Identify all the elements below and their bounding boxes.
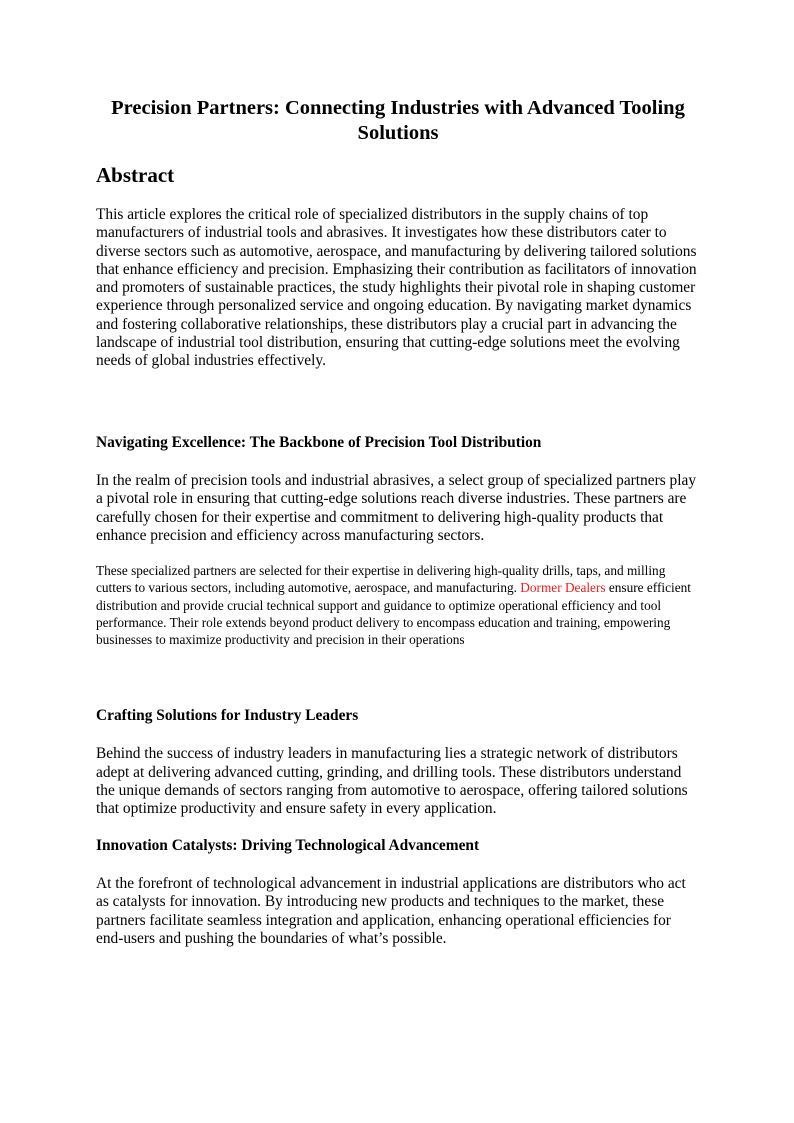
abstract-heading: Abstract	[96, 163, 175, 187]
section1-paragraph: In the realm of precision tools and industrial abrasives, a select group of specialized partners play a pivotal role in ensuring that cutting-edge solutions reach diverse industries. These partners are carefully chosen for their expertise and commitment to delivering high-quality products that enhance precision and efficiency across manufacturing sectors.	[96, 471, 697, 544]
paragraph-text: ensure efficient distribution and provide crucial technical support and guidance to optimize operational efficiency and tool performance. Their role extends beyond product delivery to encompass education and training, empowering businesses to maximize productivity and precision in their operations	[96, 580, 691, 647]
section-heading-navigating-excellence: Navigating Excellence: The Backbone of Precision Tool Distribution	[96, 433, 542, 451]
document-page	[96, 96, 700, 948]
paragraph-text: These specialized partners are selected for their expertise in delivering high-quality drills, taps, and milling cutters to various sectors, including automotive, aerospace, and manufacturing.	[96, 563, 666, 596]
section-heading-innovation-catalysts: Innovation Catalysts: Driving Technological Advancement	[96, 836, 480, 854]
section3-paragraph: At the forefront of technological advancement in industrial applications are distributors who act as catalysts for innovation. By introducing new products and techniques to the market, these partners facilitate seamless integration and application, enhancing operational efficiencies for end-users and pushing the boundaries of what’s possible.	[96, 874, 686, 947]
dormer-dealers-link[interactable]: Dormer Dealers	[520, 580, 606, 596]
section1-paragraph-dealers	[96, 562, 700, 648]
section2-paragraph: Behind the success of industry leaders in manufacturing lies a strategic network of distributors adept at delivering advanced cutting, grinding, and drilling tools. These distributors understand the unique demands of sectors ranging from automotive to aerospace, offering tailored solutions that optimize productivity and ensure safety in every application.	[96, 745, 688, 818]
abstract-paragraph: This article explores the critical role of specialized distributors in the supply chains of top manufacturers of industrial tools and abrasives. It investigates how these distributors cater to diverse sectors such as automotive, aerospace, and manufacturing by delivering tailored solutions that enhance efficiency and precision. Emphasizing their contribution as facilitators of innovation and promoters of sustainable practices, the study highlights their pivotal role in shaping customer experience through personalized service and ongoing education. By navigating market dynamics and fostering collaborative relationships, these distributors play a crucial part in advancing the landscape of industrial tool distribution, ensuring that cutting-edge solutions meet the evolving needs of global industries effectively.	[96, 206, 697, 370]
section-heading-crafting-solutions: Crafting Solutions for Industry Leaders	[96, 707, 359, 725]
page-title: Precision Partners: Connecting Industries with Advanced Tooling Solutions	[111, 97, 685, 144]
